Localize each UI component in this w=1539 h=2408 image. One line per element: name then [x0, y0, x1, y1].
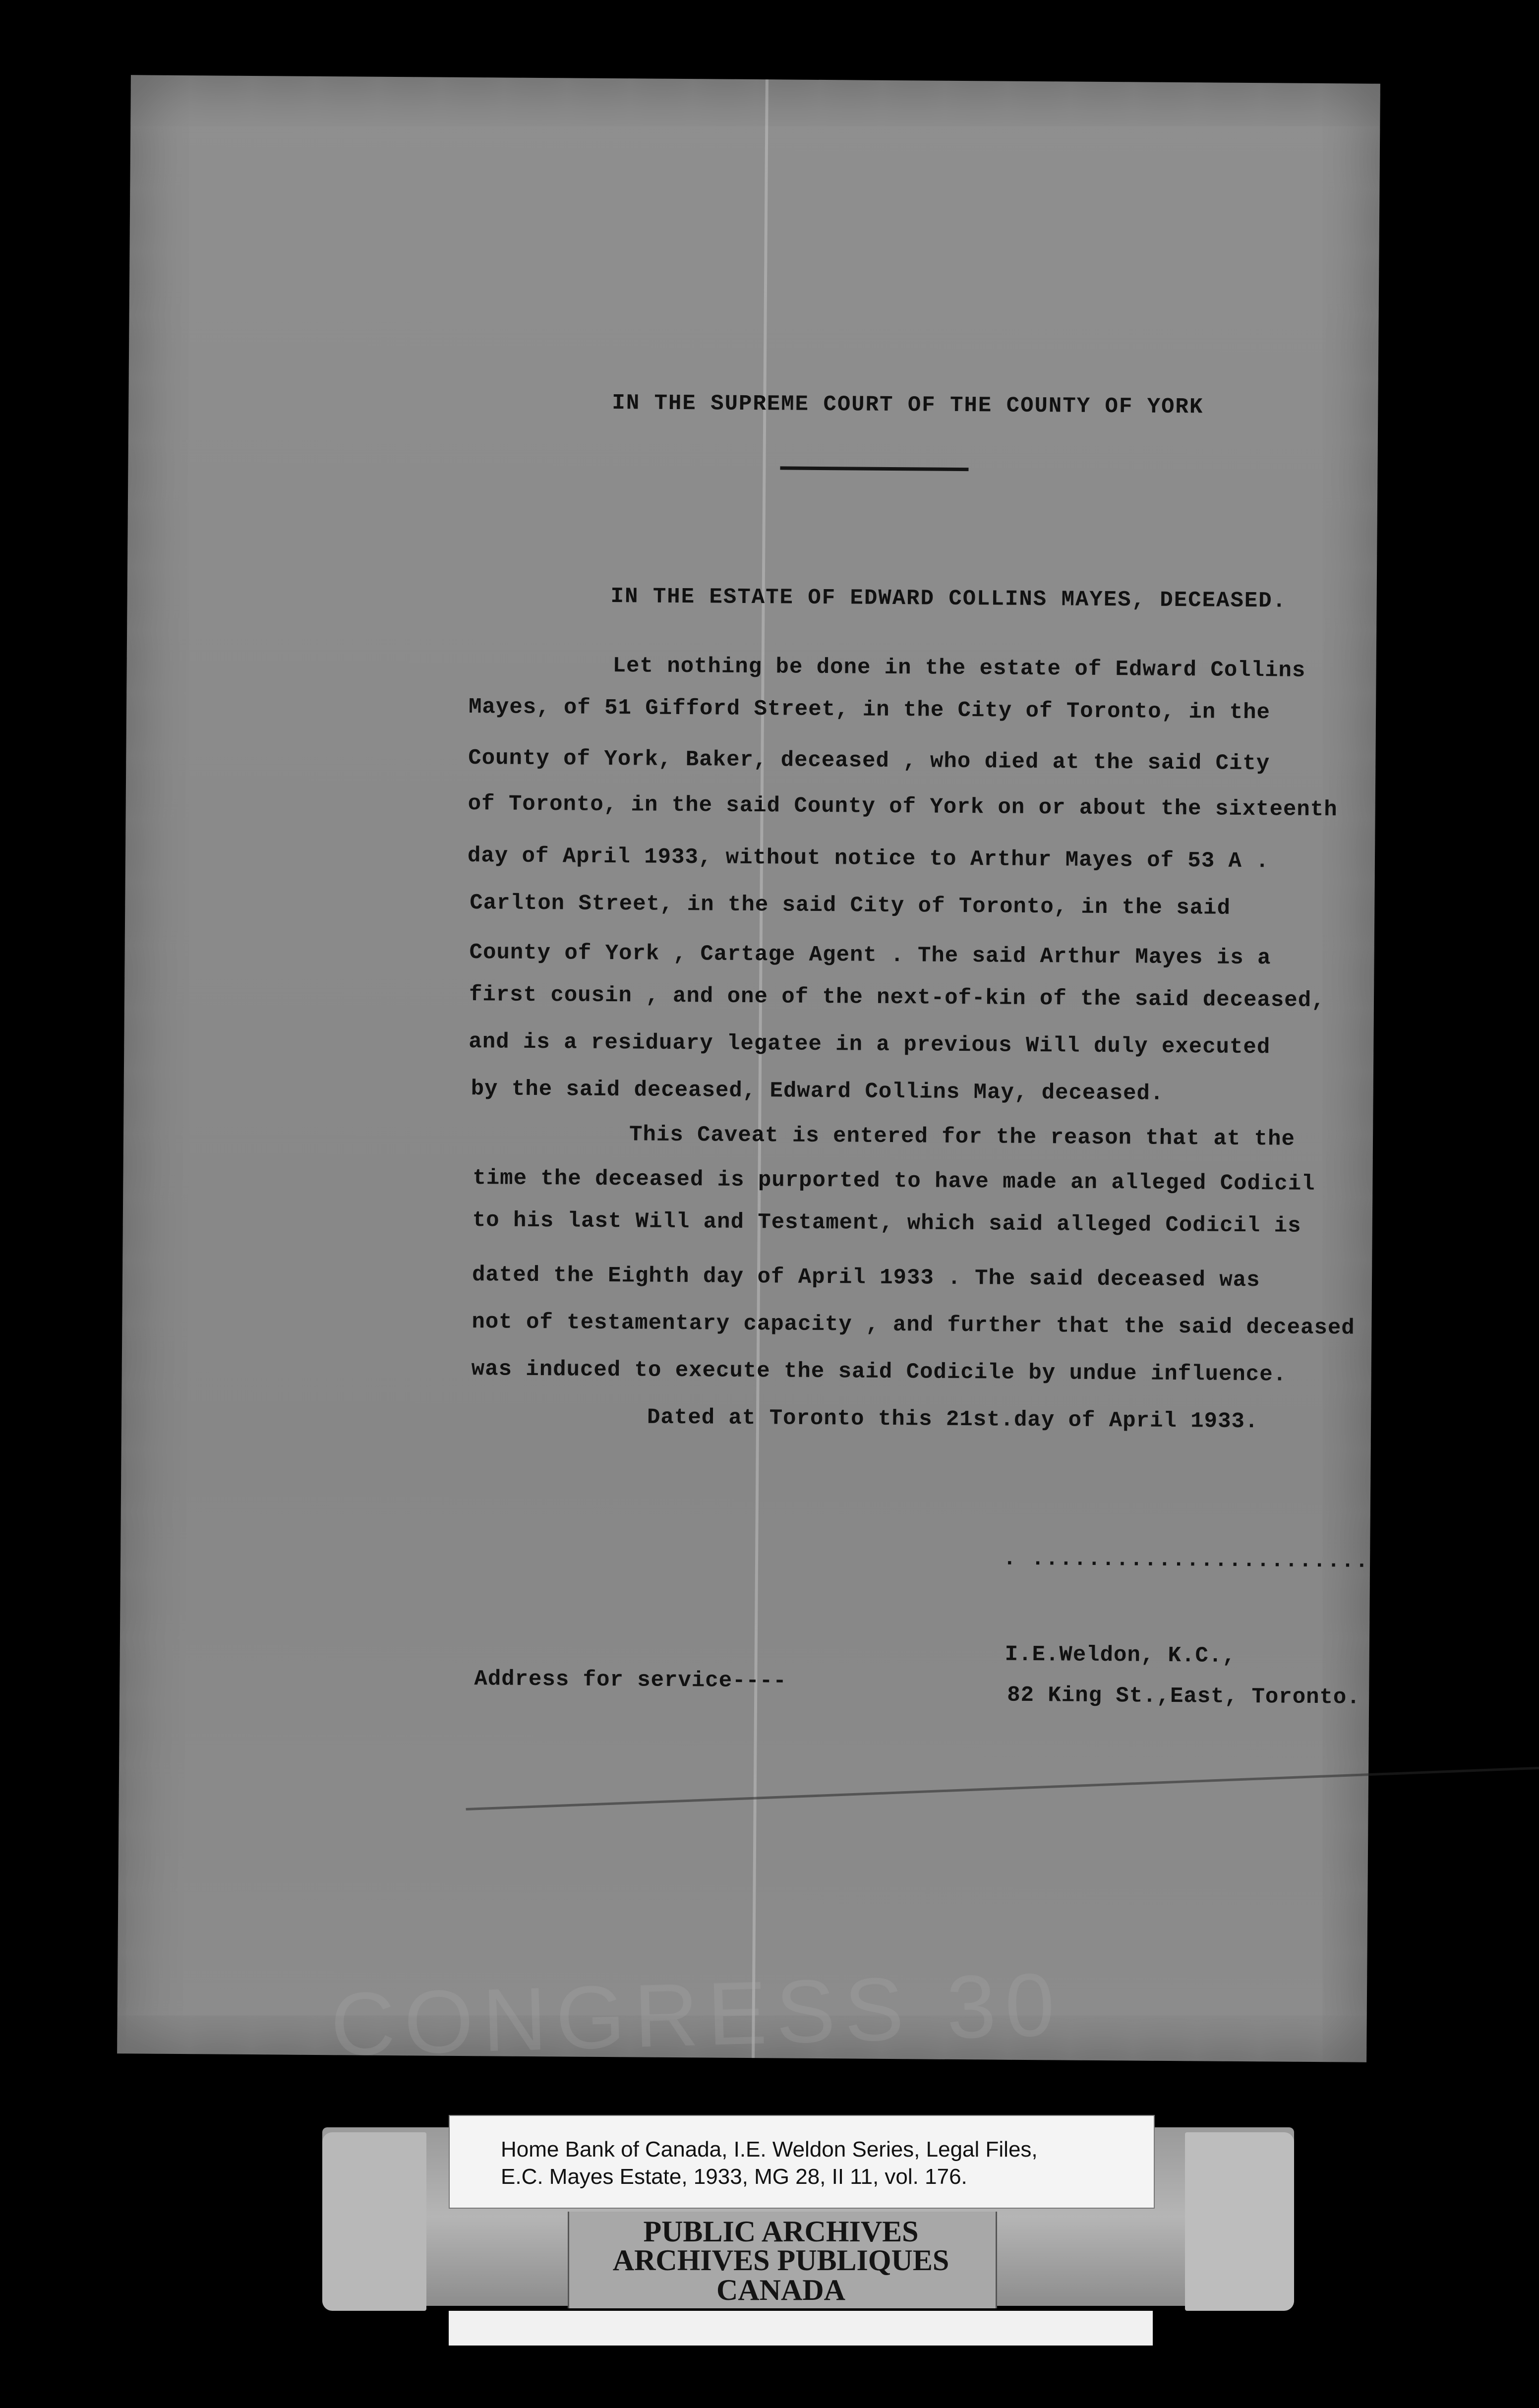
- heading-rule: [780, 466, 968, 471]
- body-line: of Toronto, in the said County of York on or about the sixteenth: [468, 791, 1338, 823]
- body-line: Mayes, of 51 Gifford Street, in the City of Toronto, in the: [468, 695, 1271, 725]
- scan-line: [466, 1766, 1539, 1810]
- signature-line: . ........................: [1003, 1546, 1369, 1574]
- body-line: dated the Eighth day of April 1933 . The said deceased was: [472, 1263, 1260, 1293]
- archive-stamp-line: CANADA: [716, 2274, 845, 2306]
- archive-label-bottom: [449, 2311, 1153, 2346]
- archive-holder-right-tab: [1185, 2132, 1294, 2311]
- body-line: first cousin , and one of the next-of-kin of the said deceased,: [469, 982, 1325, 1014]
- body-line: time the deceased is purported to have made an alleged Codicil: [473, 1166, 1315, 1197]
- court-heading: IN THE SUPREME COURT OF THE COUNTY OF YORK: [612, 391, 1204, 420]
- body-line: to his last Will and Testament, which said alleged Codicil is: [472, 1208, 1302, 1239]
- body-line: County of York, Baker, deceased , who died at the said City: [468, 746, 1270, 777]
- address-for-service-label: Address for service----: [474, 1667, 787, 1694]
- archive-stamp-line: PUBLIC ARCHIVES: [643, 2215, 919, 2248]
- archive-holder-left-tab: [322, 2132, 426, 2311]
- faint-stamp-watermark: CONGRESS 30: [329, 1954, 1065, 2075]
- signature-address: 82 King St.,East, Toronto.: [1007, 1683, 1361, 1710]
- archive-stamp-line: ARCHIVES PUBLIQUES: [612, 2244, 949, 2277]
- dated-line: Dated at Toronto this 21st.day of April 1933.: [647, 1405, 1259, 1435]
- body-line: and is a residuary legatee in a previous Will duly executed: [469, 1029, 1271, 1060]
- body-line: County of York , Cartage Agent . The said Arthur Mayes is a: [469, 940, 1271, 971]
- body-line: day of April 1933, without notice to Arthur Mayes of 53 A .: [467, 843, 1269, 874]
- body-line: was induced to execute the said Codicile by undue influence.: [471, 1357, 1287, 1387]
- body-line: Let nothing be done in the estate of Edward Collins: [612, 654, 1306, 683]
- fold-line: [752, 79, 769, 2058]
- archive-caption-line: E.C. Mayes Estate, 1933, MG 28, II 11, vol. 176.: [501, 2165, 967, 2189]
- estate-heading: IN THE ESTATE OF EDWARD COLLINS MAYES, DECEASED.: [610, 584, 1287, 614]
- archive-caption-line: Home Bank of Canada, I.E. Weldon Series, Legal Files,: [501, 2137, 1038, 2162]
- body-line: not of testamentary capacity , and further that the said deceased: [472, 1310, 1355, 1341]
- body-line: by the said deceased, Edward Collins May, deceased.: [471, 1077, 1164, 1106]
- document-page: [117, 75, 1380, 2075]
- body-line: This Caveat is entered for the reason that at the: [629, 1122, 1296, 1152]
- signature-name: I.E.Weldon, K.C.,: [1005, 1642, 1236, 1669]
- body-line: Carlton Street, in the said City of Toronto, in the said: [470, 891, 1231, 921]
